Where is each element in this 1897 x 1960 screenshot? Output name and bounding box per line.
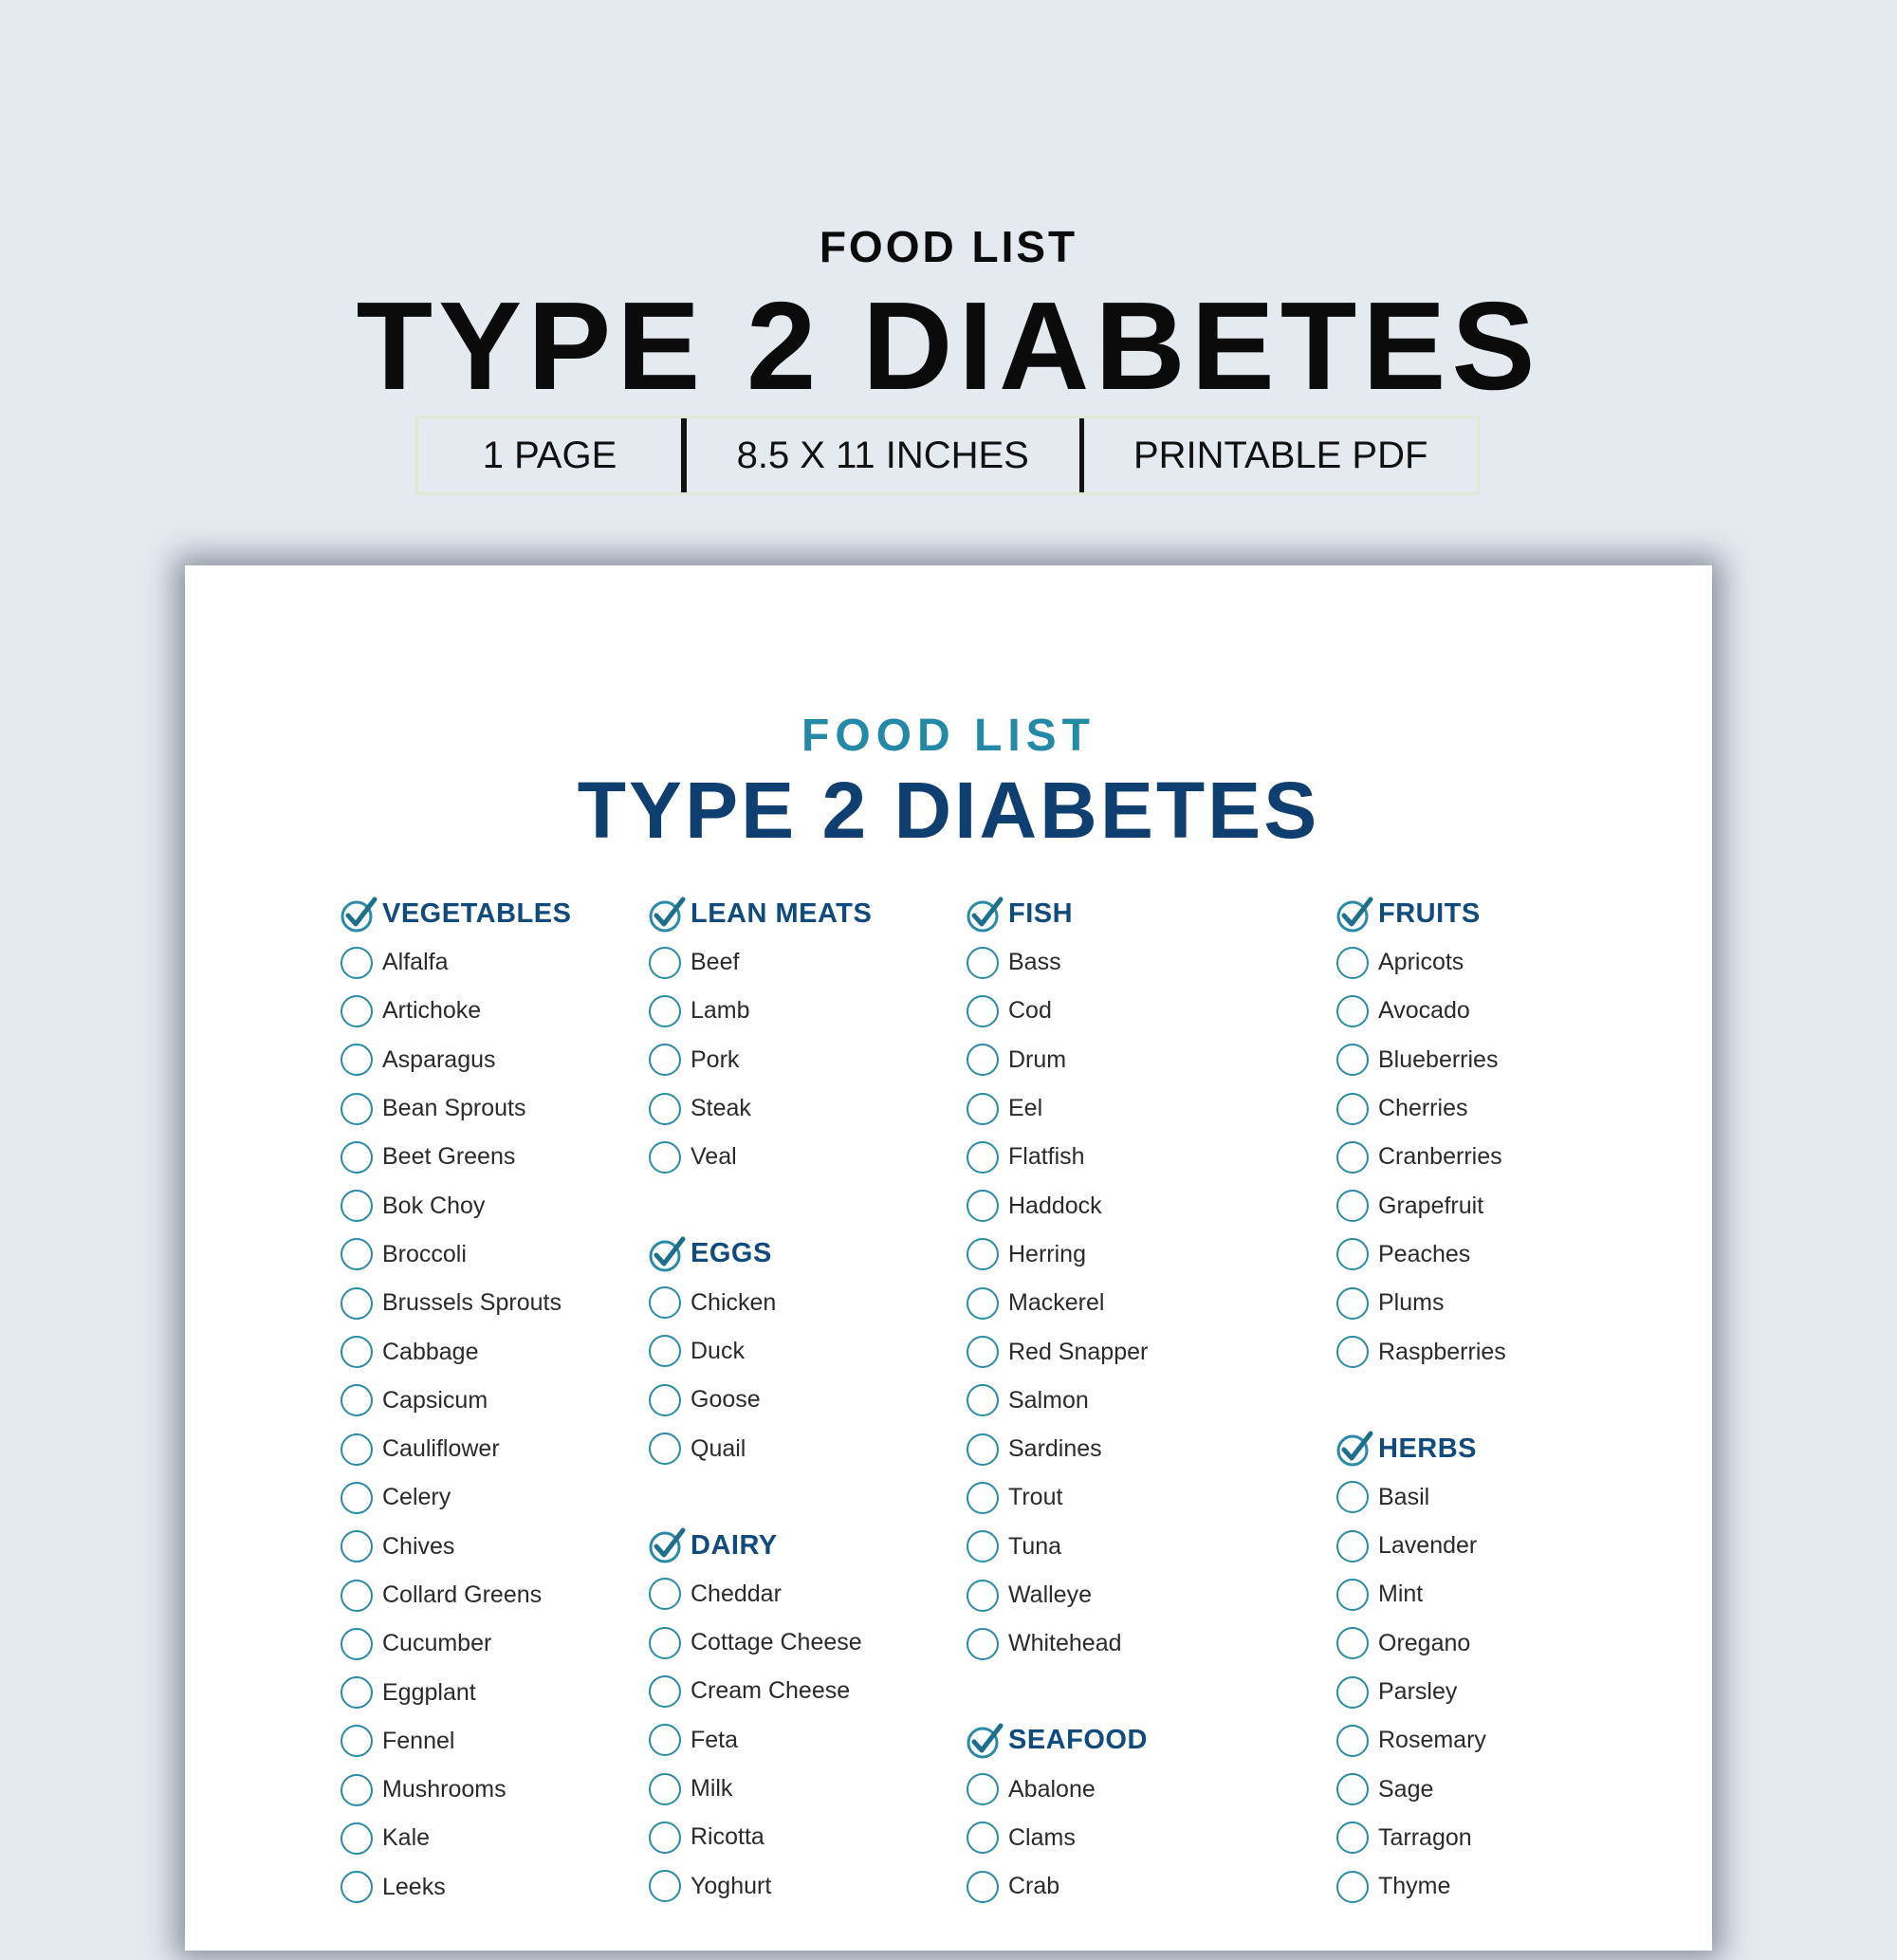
list-item-cheddar xyxy=(647,1570,988,1618)
list-item-salmon xyxy=(965,1377,1306,1425)
item-label: Grapefruit xyxy=(1378,1192,1484,1219)
item-label: Ricotta xyxy=(691,1823,764,1851)
checkbox-circle-icon xyxy=(967,1141,999,1174)
section-fruits xyxy=(1335,890,1676,1377)
list-item-sage xyxy=(1335,1765,1676,1813)
list-item-bean-sprouts xyxy=(339,1084,680,1133)
list-item-eggplant xyxy=(339,1668,680,1716)
list-item-whitehead xyxy=(965,1619,1306,1668)
list-item-abalone xyxy=(965,1765,1306,1813)
item-label: Quail xyxy=(691,1434,746,1462)
item-label: Capsicum xyxy=(382,1386,488,1414)
item-label: Broccoli xyxy=(382,1240,467,1267)
list-item-veal xyxy=(647,1133,988,1181)
checkbox-circle-icon xyxy=(1336,1336,1369,1368)
checkbox-circle-icon xyxy=(649,1141,681,1174)
checkbox-circle-icon xyxy=(341,1871,373,1903)
list-item-rosemary xyxy=(1335,1716,1676,1765)
checkbox-circle-icon xyxy=(341,1238,373,1270)
list-item-blueberries xyxy=(1335,1036,1676,1084)
checkbox-circle-icon xyxy=(1336,1287,1369,1320)
list-item-cherries xyxy=(1335,1084,1676,1133)
section-fish xyxy=(965,890,1306,1668)
section-title: DAIRY xyxy=(691,1529,778,1561)
checkbox-circle-icon xyxy=(341,1287,373,1320)
checkbox-circle-icon xyxy=(1336,1871,1369,1903)
item-label: Parsley xyxy=(1378,1678,1458,1705)
item-label: Flatfish xyxy=(1008,1143,1085,1171)
spec-size: 8.5 X 11 INCHES xyxy=(736,435,1029,476)
item-label: Mushrooms xyxy=(382,1776,506,1803)
item-label: Trout xyxy=(1008,1484,1063,1511)
checkbox-circle-icon xyxy=(341,1822,373,1855)
list-item-oregano xyxy=(1335,1619,1676,1668)
checkbox-circle-icon xyxy=(1336,1530,1369,1562)
item-label: Yoghurt xyxy=(691,1872,772,1899)
checkbox-circle-icon xyxy=(341,1530,373,1562)
section-header xyxy=(339,890,680,938)
list-item-broccoli xyxy=(339,1230,680,1279)
list-item-clams xyxy=(965,1814,1306,1862)
list-item-tuna xyxy=(965,1523,1306,1571)
list-item-plums xyxy=(1335,1279,1676,1327)
item-label: Mackerel xyxy=(1008,1289,1105,1317)
item-label: Cabbage xyxy=(382,1338,479,1365)
checkbox-circle-icon xyxy=(967,1336,999,1368)
section-dairy xyxy=(647,1522,988,1911)
list-item-beet-greens xyxy=(339,1133,680,1181)
checkbox-circle-icon xyxy=(1336,1676,1369,1709)
item-label: Oregano xyxy=(1378,1629,1471,1656)
list-item-cod xyxy=(965,987,1306,1035)
checkbox-circle-icon xyxy=(967,995,999,1027)
checkmark-icon xyxy=(647,1525,689,1566)
checkbox-circle-icon xyxy=(649,1627,681,1659)
item-label: Abalone xyxy=(1008,1775,1096,1803)
list-item-cauliflower xyxy=(339,1425,680,1473)
checkbox-circle-icon xyxy=(967,1044,999,1076)
checkbox-circle-icon xyxy=(1336,1093,1369,1125)
checkbox-circle-icon xyxy=(967,1482,999,1514)
list-item-apricots xyxy=(1335,938,1676,987)
item-label: Beef xyxy=(691,949,740,976)
checkbox-circle-icon xyxy=(341,1044,373,1076)
list-item-kale xyxy=(339,1814,680,1862)
checkbox-circle-icon xyxy=(341,1384,373,1416)
checkbox-circle-icon xyxy=(967,1238,999,1270)
list-item-alfalfa xyxy=(339,938,680,987)
item-label: Haddock xyxy=(1008,1192,1102,1219)
checkbox-circle-icon xyxy=(341,947,373,979)
item-label: Lavender xyxy=(1378,1532,1478,1560)
list-item-bass xyxy=(965,938,1306,987)
checkbox-circle-icon xyxy=(1336,1190,1369,1222)
list-item-asparagus xyxy=(339,1036,680,1084)
checkbox-circle-icon xyxy=(341,1725,373,1757)
item-label: Kale xyxy=(382,1824,431,1852)
checkbox-circle-icon xyxy=(649,1044,681,1076)
section-header xyxy=(965,890,1306,938)
list-item-lamb xyxy=(647,987,988,1035)
checkbox-circle-icon xyxy=(1336,1821,1369,1854)
checkbox-circle-icon xyxy=(649,1384,681,1416)
checkbox-circle-icon xyxy=(1336,1238,1369,1270)
list-item-leeks xyxy=(339,1863,680,1912)
food-column-1 xyxy=(339,890,680,1960)
sheet-kicker: FOOD LIST xyxy=(801,711,1096,761)
item-label: Feta xyxy=(691,1726,739,1753)
list-item-herring xyxy=(965,1230,1306,1279)
checkbox-circle-icon xyxy=(1336,1044,1369,1076)
list-item-mushrooms xyxy=(339,1766,680,1814)
checkbox-circle-icon xyxy=(649,1773,681,1805)
item-label: Tarragon xyxy=(1378,1823,1472,1851)
list-item-avocado xyxy=(1335,987,1676,1035)
checkbox-circle-icon xyxy=(967,1384,999,1416)
list-item-yoghurt xyxy=(647,1861,988,1910)
checkmark-icon xyxy=(1335,1428,1376,1470)
section-title: EGGS xyxy=(691,1238,772,1269)
item-label: Collard Greens xyxy=(382,1581,543,1608)
list-item-brussels-sprouts xyxy=(339,1279,680,1327)
checkbox-circle-icon xyxy=(341,1774,373,1806)
item-label: Whitehead xyxy=(1008,1630,1122,1657)
item-label: Asparagus xyxy=(382,1045,496,1073)
list-item-tarragon xyxy=(1335,1814,1676,1862)
list-item-feta xyxy=(647,1716,988,1765)
checkbox-circle-icon xyxy=(341,1433,373,1466)
item-label: Plums xyxy=(1378,1289,1445,1317)
item-label: Bass xyxy=(1008,949,1061,976)
header-title: TYPE 2 DIABETES xyxy=(356,276,1541,416)
checkbox-circle-icon xyxy=(967,947,999,979)
item-label: Cranberries xyxy=(1378,1143,1502,1171)
item-label: Clams xyxy=(1008,1823,1076,1851)
list-item-parsley xyxy=(1335,1668,1676,1716)
checkbox-circle-icon xyxy=(341,1190,373,1222)
checkbox-circle-icon xyxy=(967,1287,999,1320)
item-label: Avocado xyxy=(1378,997,1470,1025)
section-seafood xyxy=(965,1716,1306,1911)
checkbox-circle-icon xyxy=(649,1675,681,1708)
item-label: Walleye xyxy=(1008,1581,1092,1608)
checkbox-circle-icon xyxy=(967,1530,999,1562)
checkbox-circle-icon xyxy=(967,1433,999,1466)
list-item-ricotta xyxy=(647,1813,988,1861)
list-item-capsicum xyxy=(339,1377,680,1425)
list-item-duck xyxy=(647,1327,988,1376)
list-item-pork xyxy=(647,1036,988,1084)
list-item-eel xyxy=(965,1084,1306,1133)
section-title: SEAFOOD xyxy=(1008,1725,1148,1756)
checkbox-circle-icon xyxy=(649,1286,681,1319)
item-label: Peaches xyxy=(1378,1240,1471,1267)
item-label: Cherries xyxy=(1378,1095,1468,1122)
header-kicker: FOOD LIST xyxy=(819,222,1078,271)
list-item-haddock xyxy=(965,1181,1306,1230)
checkbox-circle-icon xyxy=(1336,947,1369,979)
spec-format: PRINTABLE PDF xyxy=(1133,435,1428,476)
item-label: Sardines xyxy=(1008,1435,1102,1463)
item-label: Leeks xyxy=(382,1873,446,1900)
item-label: Fennel xyxy=(382,1727,455,1754)
item-label: Bean Sprouts xyxy=(382,1095,526,1122)
item-label: Chicken xyxy=(691,1288,777,1316)
section-header xyxy=(647,1230,988,1278)
checkbox-circle-icon xyxy=(1336,1627,1369,1659)
item-label: Brussels Sprouts xyxy=(382,1289,562,1317)
checkbox-circle-icon xyxy=(341,1676,373,1709)
item-label: Duck xyxy=(691,1337,745,1364)
item-label: Raspberries xyxy=(1378,1338,1506,1365)
item-label: Cod xyxy=(1008,997,1052,1025)
list-item-steak xyxy=(647,1084,988,1133)
list-item-trout xyxy=(965,1473,1306,1522)
checkbox-circle-icon xyxy=(649,947,681,979)
food-column-3 xyxy=(965,890,1306,1959)
section-title: FRUITS xyxy=(1378,898,1481,929)
item-label: Thyme xyxy=(1378,1873,1451,1900)
item-label: Milk xyxy=(691,1775,733,1802)
checkbox-circle-icon xyxy=(649,1335,681,1367)
section-header xyxy=(647,1522,988,1570)
item-label: Salmon xyxy=(1008,1386,1089,1414)
list-item-thyme xyxy=(1335,1862,1676,1911)
checkbox-circle-icon xyxy=(649,1093,681,1125)
list-item-cucumber xyxy=(339,1619,680,1668)
checkbox-circle-icon xyxy=(1336,995,1369,1027)
checkbox-circle-icon xyxy=(967,1871,999,1903)
item-label: Sage xyxy=(1378,1775,1434,1803)
checkbox-circle-icon xyxy=(341,1093,373,1125)
list-item-goose xyxy=(647,1376,988,1424)
checkmark-icon xyxy=(1335,894,1376,935)
checkbox-circle-icon xyxy=(341,1482,373,1514)
list-item-artichoke xyxy=(339,987,680,1035)
checkbox-circle-icon xyxy=(1336,1773,1369,1805)
item-label: Mint xyxy=(1378,1581,1424,1608)
list-item-mackerel xyxy=(965,1279,1306,1327)
list-item-chicken xyxy=(647,1278,988,1326)
item-label: Cream Cheese xyxy=(691,1677,851,1705)
list-item-raspberries xyxy=(1335,1327,1676,1376)
checkbox-circle-icon xyxy=(649,1724,681,1756)
list-item-walleye xyxy=(965,1571,1306,1619)
specs-bar xyxy=(415,416,1480,495)
list-item-cabbage xyxy=(339,1327,680,1376)
list-item-lavender xyxy=(1335,1522,1676,1570)
list-item-collard-greens xyxy=(339,1571,680,1619)
item-label: Herring xyxy=(1008,1240,1086,1267)
checkmark-icon xyxy=(647,1233,689,1275)
section-header xyxy=(1335,890,1676,938)
list-item-cranberries xyxy=(1335,1133,1676,1181)
item-label: Celery xyxy=(382,1484,451,1511)
section-header xyxy=(1335,1425,1676,1473)
list-item-red-snapper xyxy=(965,1327,1306,1376)
checkbox-circle-icon xyxy=(649,995,681,1027)
item-label: Crab xyxy=(1008,1873,1060,1900)
checkbox-circle-icon xyxy=(1336,1141,1369,1174)
sheet-title: TYPE 2 DIABETES xyxy=(577,766,1320,855)
checkmark-icon xyxy=(965,894,1006,935)
item-label: Steak xyxy=(691,1095,751,1122)
item-label: Cucumber xyxy=(382,1630,492,1657)
section-herbs xyxy=(1335,1425,1676,1912)
checkmark-icon xyxy=(647,894,689,935)
section-header xyxy=(647,890,988,938)
section-title: VEGETABLES xyxy=(382,898,572,929)
list-item-cottage-cheese xyxy=(647,1618,988,1667)
checkbox-circle-icon xyxy=(341,1628,373,1660)
checkmark-icon xyxy=(965,1720,1006,1762)
list-item-mint xyxy=(1335,1570,1676,1618)
checkbox-circle-icon xyxy=(341,1580,373,1612)
list-item-peaches xyxy=(1335,1230,1676,1279)
section-eggs xyxy=(647,1230,988,1472)
section-title: HERBS xyxy=(1378,1433,1478,1464)
item-label: Blueberries xyxy=(1378,1045,1499,1073)
list-item-quail xyxy=(647,1424,988,1472)
item-label: Cheddar xyxy=(691,1580,782,1607)
checkbox-circle-icon xyxy=(1336,1725,1369,1757)
checkbox-circle-icon xyxy=(967,1093,999,1125)
food-column-2 xyxy=(647,890,988,1959)
checkbox-circle-icon xyxy=(967,1773,999,1805)
item-label: Eel xyxy=(1008,1095,1043,1122)
checkbox-circle-icon xyxy=(1336,1579,1369,1611)
item-label: Alfalfa xyxy=(382,949,449,976)
food-column-4 xyxy=(1335,890,1676,1959)
section-vegetables xyxy=(339,890,680,1912)
item-label: Apricots xyxy=(1378,949,1464,976)
list-item-celery xyxy=(339,1473,680,1522)
checkmark-icon xyxy=(339,894,380,935)
spec-pages: 1 PAGE xyxy=(482,435,617,476)
checkbox-circle-icon xyxy=(967,1190,999,1222)
list-item-chives xyxy=(339,1523,680,1571)
item-label: Cottage Cheese xyxy=(691,1629,862,1656)
printable-sheet-preview xyxy=(185,565,1712,1951)
list-item-beef xyxy=(647,938,988,987)
item-label: Rosemary xyxy=(1378,1727,1486,1754)
section-title: FISH xyxy=(1008,898,1074,929)
checkbox-circle-icon xyxy=(967,1821,999,1854)
list-item-fennel xyxy=(339,1717,680,1766)
item-label: Veal xyxy=(691,1143,737,1171)
list-item-flatfish xyxy=(965,1133,1306,1181)
item-label: Red Snapper xyxy=(1008,1338,1149,1365)
list-item-drum xyxy=(965,1036,1306,1084)
list-item-milk xyxy=(647,1765,988,1813)
checkbox-circle-icon xyxy=(967,1628,999,1660)
checkbox-circle-icon xyxy=(341,1141,373,1174)
item-label: Artichoke xyxy=(382,997,482,1025)
item-label: Lamb xyxy=(691,997,750,1025)
list-item-grapefruit xyxy=(1335,1181,1676,1230)
section-lean-meats xyxy=(647,890,988,1181)
checkbox-circle-icon xyxy=(1336,1481,1369,1513)
checkbox-circle-icon xyxy=(341,1336,373,1368)
list-item-bok-choy xyxy=(339,1181,680,1230)
item-label: Beet Greens xyxy=(382,1143,516,1171)
item-label: Basil xyxy=(1378,1483,1430,1510)
checkbox-circle-icon xyxy=(649,1578,681,1610)
list-item-basil xyxy=(1335,1473,1676,1522)
item-label: Tuna xyxy=(1008,1532,1062,1560)
checkbox-circle-icon xyxy=(341,995,373,1027)
list-item-sardines xyxy=(965,1425,1306,1473)
checkbox-circle-icon xyxy=(649,1433,681,1465)
item-label: Drum xyxy=(1008,1045,1067,1073)
item-label: Goose xyxy=(691,1386,761,1414)
item-label: Pork xyxy=(691,1045,740,1073)
checkbox-circle-icon xyxy=(967,1580,999,1612)
section-header xyxy=(965,1716,1306,1765)
section-title: LEAN MEATS xyxy=(691,898,873,929)
item-label: Chives xyxy=(382,1532,455,1560)
item-label: Bok Choy xyxy=(382,1192,486,1219)
item-label: Cauliflower xyxy=(382,1435,500,1463)
checkbox-circle-icon xyxy=(649,1821,681,1854)
list-item-crab xyxy=(965,1862,1306,1911)
list-item-cream-cheese xyxy=(647,1667,988,1715)
item-label: Eggplant xyxy=(382,1678,476,1706)
